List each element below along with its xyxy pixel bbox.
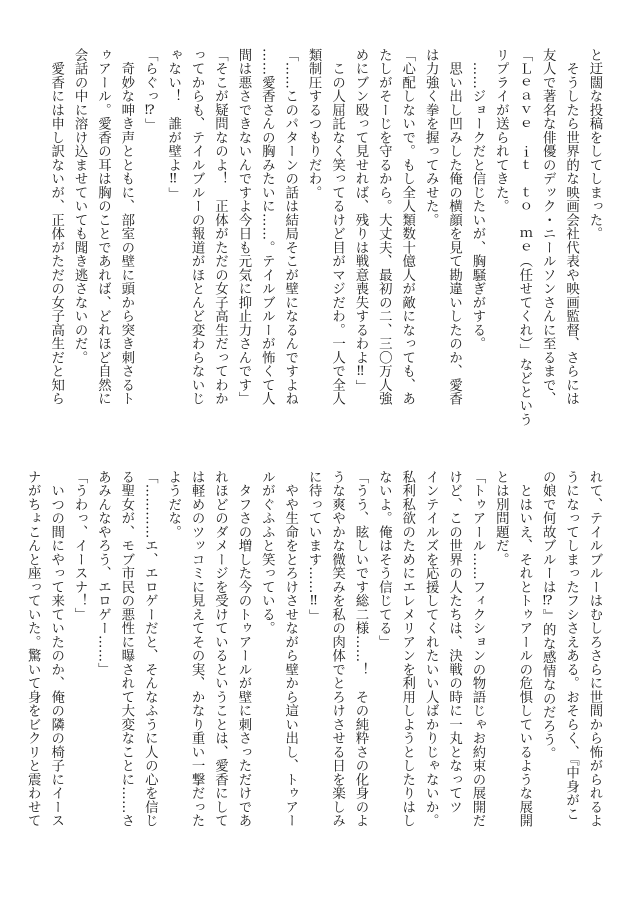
- text-line: ってからも、テイルブルーの報道がほとんど変わらないじ: [189, 48, 205, 406]
- text-line: 愛香には申し訳ないが、正体がただの女子高生だと知ら: [48, 48, 64, 406]
- text-line: の娘で何故ブルーは⁉』的な感情なのだろう。: [540, 470, 556, 761]
- text-line: とは別問題だ。: [493, 470, 509, 567]
- text-line: 「うわっ、イースナ！」: [72, 470, 88, 622]
- text-line: とはいえ、それとトゥアールの危惧しているような展開: [516, 470, 532, 828]
- text-line: ゃない！ 誰が壁よ‼」: [165, 48, 181, 201]
- text-line: ようだな。: [165, 470, 181, 539]
- text-line: ないよ。俺はそう信じてる」: [376, 470, 392, 649]
- text-line: けど、この世界の人たちは、決戦の時に一丸となってツ: [446, 470, 462, 814]
- text-line: 奇妙な呻き声とともに、部室の壁に頭から突き刺さるト: [118, 48, 134, 406]
- text-line: うな爽やかな微笑みを私の肉体でとろけさせる日を楽しみ: [329, 470, 345, 828]
- text-line: あみんなやろう、エロゲー……」: [95, 470, 111, 677]
- text-line: この人屈託なく笑ってるけど目がマジだわ。一人で全人: [329, 48, 345, 406]
- text-line: 「らぐっ⁉」: [142, 48, 158, 133]
- text-line: たしがそーじを守るから。大丈夫、最初の二、三〇万人強: [376, 48, 392, 406]
- text-line: と迂闊な投稿をしてしまった。: [587, 48, 602, 241]
- text-line: は力強く拳を握ってみせた。: [423, 48, 439, 227]
- text-line: 会話の中に溶け込ませていても聞き逃さないのだ。: [72, 48, 88, 365]
- text-line: 友人で著名な俳優のデック・ニールソンさんに至るまで、: [540, 48, 556, 406]
- text-line: 「そこが疑問なのよ！ 正体がただの女子高生だってわか: [212, 48, 228, 406]
- text-line: 間は悪さできないんですよ今日も元気に抑止力さんです」: [235, 48, 251, 406]
- text-line: 「…………エ、エロゲーだと、そんなふうに人の心を信じ: [142, 470, 158, 828]
- text-line: いつの間にやって来ていたのか、俺の隣の椅子にイース: [48, 470, 64, 828]
- text-line: 「……このパターンの話は結局そこが壁になるんですよね: [282, 48, 298, 406]
- text-line: ルがぐふふと笑っている。: [259, 470, 275, 635]
- text-line: インテイルズを応援してくれたいい人ばかりじゃないか。: [423, 470, 439, 828]
- text-line: れほどのダメージを受けているということは、愛香にして: [212, 470, 228, 828]
- text-line: 「トゥアール……フィクションの物語じゃお約束の展開だ: [469, 470, 485, 828]
- text-line: うになってしまったフシさえある。おそらく、『中身がこ: [563, 470, 579, 821]
- upper-text-block: [44, 48, 606, 438]
- text-line: 「うう、眩しいです総二様……！ その純粋さの化身のよ: [352, 470, 368, 828]
- text-line: 私利私欲のためにエレメリアンを利用しようとしたりはし: [399, 470, 415, 828]
- text-line: れて、テイルブルーはむしろさらに世間から怖がられるよ: [587, 470, 602, 828]
- text-line: る聖女が、モブ市民の悪性に曝されて大変なことに……さ: [118, 470, 134, 828]
- text-line: 思い出し凹みした俺の横顔を見て勘違いしたのか、愛香: [446, 48, 462, 406]
- text-line: 「Ｌｅａｖｅ ｉｔ ｔｏ ｍｅ（任せてくれ）」などという: [516, 48, 532, 427]
- text-line: タフさの増した今のトゥアールが壁に刺さっただけであ: [235, 470, 251, 828]
- lower-text-block: [21, 470, 606, 860]
- text-line: ナがちょこんと座っていた。驚いて身をビクリと震わせて: [25, 470, 41, 828]
- text-line: やや生命をとろけさせながら壁から這い出し、トゥアー: [282, 470, 298, 828]
- text-line: そうしたら世界的な映画会社代表や映画監督、さらには: [563, 48, 579, 406]
- text-line: 「心配しないで。もし全人類数十億人が敵になっても、あ: [399, 48, 415, 406]
- text-line: ……愛香さんの胸みたいに……。テイルブルーが怖くて人: [259, 48, 275, 406]
- text-line: リプライが送られてきた。: [493, 48, 509, 213]
- text-line: は軽めのツッコミに見えてその実、かなり重い一撃だった: [189, 470, 205, 828]
- text-line: めにブン殴って見せれば、残りは戦意喪失するわよ‼」: [352, 48, 368, 394]
- text-line: ゥアール。愛香の耳は胸のことであれば、どれほど自然に: [95, 48, 111, 406]
- text-line: に待っています……‼」: [306, 470, 322, 623]
- text-line: 類制圧するつもりだわ。: [306, 48, 322, 200]
- text-line: ……ジョークだと信じたいが、胸騒ぎがする。: [469, 48, 485, 351]
